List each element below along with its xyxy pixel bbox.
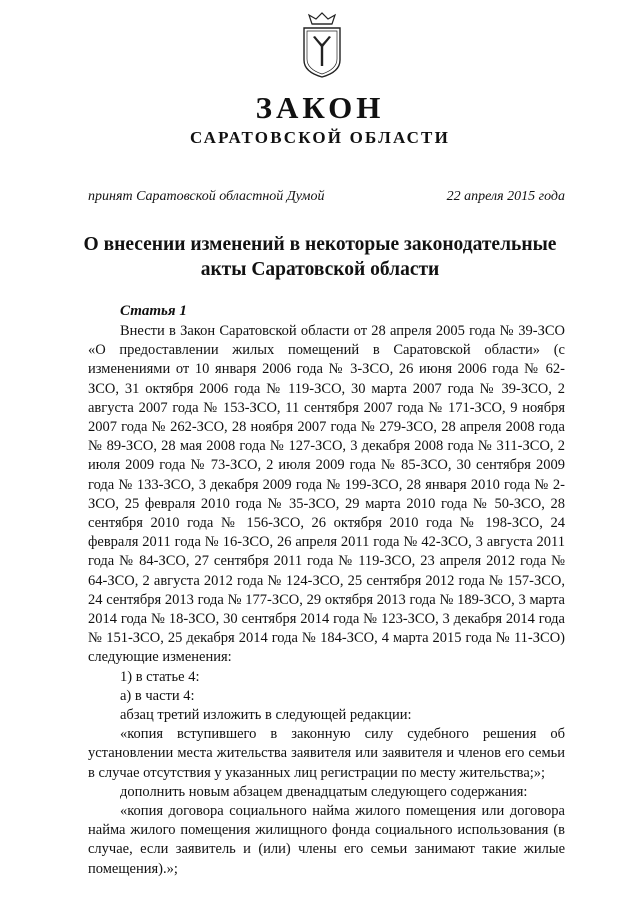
paragraph-abzac-3: абзац третий изложить в следующей редакции: [120,707,412,724]
law-heading: О внесении изменений в некоторые законодательные акты Саратовской области [83,234,557,280]
coat-of-arms-icon [296,10,348,80]
paragraph-quote-1: «копия вступившего в законную силу судебного решения об установлении места жительства заявителя или заявителя и членов его семьи в случае отсутствия у указанных лиц регистрации по месту жительства;»; [88,726,565,781]
adopted-by: принят Саратовской областной Думой [88,189,325,204]
paragraph-quote-2: «копия договора социального найма жилого помещения или договора найма жилого помещения жилищного фонда социального использования (в случае, если заявитель и (или) члены его семьи занимают такие жилые помещения).»; [88,803,565,877]
region-name: САРАТОВСКОЙ ОБЛАСТИ [189,128,451,147]
paragraph-item-1: 1) в статье 4: [120,668,200,685]
article-body [88,322,565,879]
adoption-line [88,189,565,205]
paragraph-add-12: дополнить новым абзацем двенадцатым следующего содержания: [120,783,528,800]
article-label: Статья 1 [120,303,187,319]
paragraph-main: Внести в Закон Саратовской области от 28 апреля 2005 года № 39-ЗСО «О предоставлении жилых помещений в Саратовской области» (с изменениями от 10 января 2006 года № 3-ЗСО, 26 июня 2006 года № 62-ЗСО, 31 октября 2006 года № 119-ЗСО, 30 марта 2007 года № 39-ЗСО, 2 августа 2007 года № 153-ЗСО, 11 сентября 2007 года № 171-ЗСО, 9 ноября 2007 года № 262-ЗСО, 28 ноября 2007 года № 279-ЗСО, 28 апреля 2008 года № 89-ЗСО, 28 мая 2008 года № 127-ЗСО, 3 декабря 2008 года № 311-ЗСО, 2 июля 2009 года № 73-ЗСО, 2 июля 2009 года № 85-ЗСО, 30 сентября 2009 года № 133-ЗСО, 3 декабря 2009 года № 199-ЗСО, 28 января 2010 года № 2-ЗСО, 25 февраля 2010 года № 35-ЗСО, 29 марта 2010 года № 50-ЗСО, 28 сентября 2010 года № 156-ЗСО, 26 октября 2010 года № 198-ЗСО, 24 февраля 2011 года № 16-ЗСО, 26 апреля 2011 года № 42-ЗСО, 3 августа 2011 года № 84-ЗСО, 27 сентября 2011 года № 119-ЗСО, 23 апреля 2012 года № 64-ЗСО, 2 августа 2012 года № 124-ЗСО, 25 сентября 2012 года № 157-ЗСО, 24 сентября 2013 года № 177-ЗСО, 29 октября 2013 года № 189-ЗСО, 3 марта 2014 года № 18-ЗСО, 30 сентября 2014 года № 123-ЗСО, 3 декабря 2014 года № 151-ЗСО, 25 декабря 2014 года № 184-ЗСО, 4 марта 2015 года № 11-ЗСО) следующие изменения: [88,323,565,666]
adoption-date: 22 апреля 2015 года [446,189,565,204]
document-title: ЗАКОН [255,90,385,125]
paragraph-item-a: а) в части 4: [120,687,195,704]
